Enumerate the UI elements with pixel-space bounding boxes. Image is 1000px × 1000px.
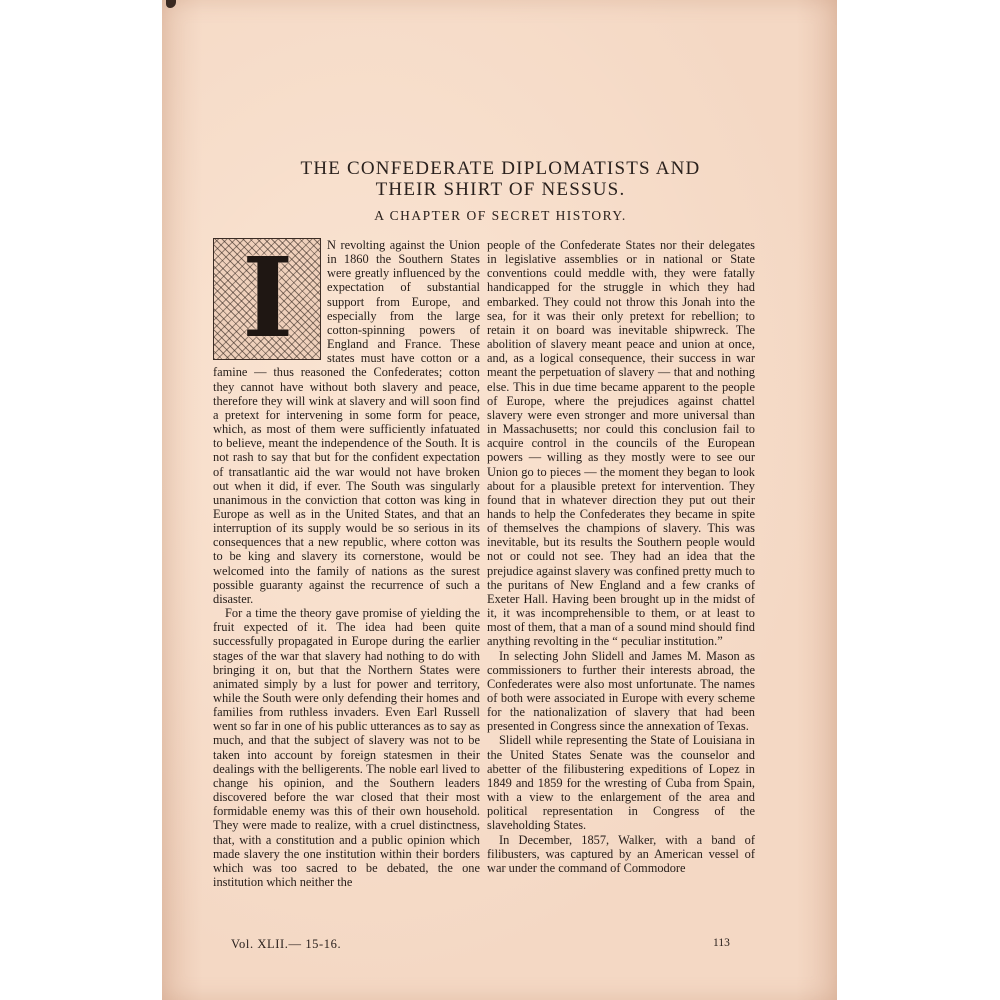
paragraph: N revolting against the Union in 1860 the Southern States were greatly influenced by the expectation of substantial support from Europe, and especially from the large cotton-spinning powers of England and France. These states must have cotton or a famine — thus reasoned the Confederates; cotton they cannot have without both slavery and peace, therefore they will wink at slavery and will soon find a pretext for intervening in some form for peace, which, as most of them were sufficiently infatuated to believe, meant the independence of the South. It is not rash to say that but for the confident expectation of transatlantic aid the war would not have broken out when it did, if ever. The South was singularly unanimous in the conviction that cotton was king in Europe as well as in the United States, and that an interruption of its supply would be so serious in its consequences that a new republic, where cotton was to be king and slavery its cornerstone, would be welcomed into the family of nations as the surest possible guaranty against the recurrence of such a disaster. bbox=[213, 238, 480, 606]
paragraph: In selecting John Slidell and James M. Mason as commissioners to further their interests abroad, the Confederates were also most unfortunate. The names of both were associated in Europe with every scheme for the nationalization of slavery that had been presented in Congress since the annexation of Texas. bbox=[487, 648, 755, 734]
volume-footer: Vol. XLII.— 15-16. bbox=[231, 937, 342, 951]
paragraph: For a time the theory gave promise of yielding the fruit expected of it. The idea had been quite successfully propagated in Europe during the earlier stages of the war that slavery had nothing to do with bringing it on, but that the Northern States were animated simply by a lust for power and territory, while the South were only defending their homes and families from ruthless invaders. Even Earl Russell went so far in one of his public utterances as to say as much, and that the subject of slavery was not to be taken into account by foreign statesmen in their dealings with the belligerents. The noble earl lived to change his opinion, and the Southern leaders discovered before the war closed that their most formidable enemy was this of their own household. They were made to realize, with a cruel distinctness, that, with a constitution and a public opinion which made slavery the one institution within their borders which was too sacred to be debated, the one institution which neither the bbox=[213, 606, 480, 890]
title-line-1: THE CONFEDERATE DIPLOMATISTS AND bbox=[300, 158, 701, 179]
ink-smudge bbox=[166, 0, 176, 8]
decorative-initial bbox=[213, 233, 321, 362]
paragraph: people of the Confederate States nor their delegates in legislative assemblies or in national or State conventions could meddle with, they were fatally handicapped for the struggle in which they had embarked. They could not throw this Jonah into the sea, for it was their only pretext for rebellion; to retain it on board was inevitable shipwreck. The abolition of slavery meant peace and union at once, and, as a logical consequence, their success in war meant the perpetuation of slavery — that and nothing else. This in due time became apparent to the people of Europe, where the prejudices against chattel slavery were even stronger and more universal than in Massachusetts; nor could this conclusion fail to acquire control in the councils of the European powers — willing as they mostly were to see our Union go to pieces — the moment they began to look about for a plausible pretext for intervention. They found that in whatever direction they put out their hands to help the Confederates they became in spite of themselves the champions of slavery. This was inevitable, but its results the Southern people would not or could not see. They had an idea that the prejudice against slavery was confined pretty much to the puritans of New England and a few cranks of Exeter Hall. Having been brought up in the midst of it, it was incomprehensible to them, or at least to most of them, that a man of a sound mind should find anything revolting in the “ peculiar institution.” bbox=[487, 238, 755, 649]
paragraph: In December, 1857, Walker, with a band of filibusters, was captured by an American vessel of war under the command of Commodore bbox=[487, 832, 755, 875]
title-line-2: THEIR SHIRT OF NESSUS. bbox=[375, 179, 626, 200]
left-column bbox=[213, 233, 480, 890]
dropcap-letter: I bbox=[242, 233, 294, 362]
paragraph: Slidell while representing the State of Louisiana in the United States Senate was the counselor and abetter of the filibustering expeditions of Lopez in 1849 and 1859 for the wresting of Cuba from Spain, with a view to the enlargement of the area and political representation in Congress of the slaveholding States. bbox=[487, 733, 755, 833]
right-column bbox=[487, 238, 755, 875]
article-title bbox=[213, 158, 788, 200]
article-subtitle: A CHAPTER OF SECRET HISTORY. bbox=[374, 208, 627, 223]
page-number: 113 bbox=[713, 937, 730, 949]
